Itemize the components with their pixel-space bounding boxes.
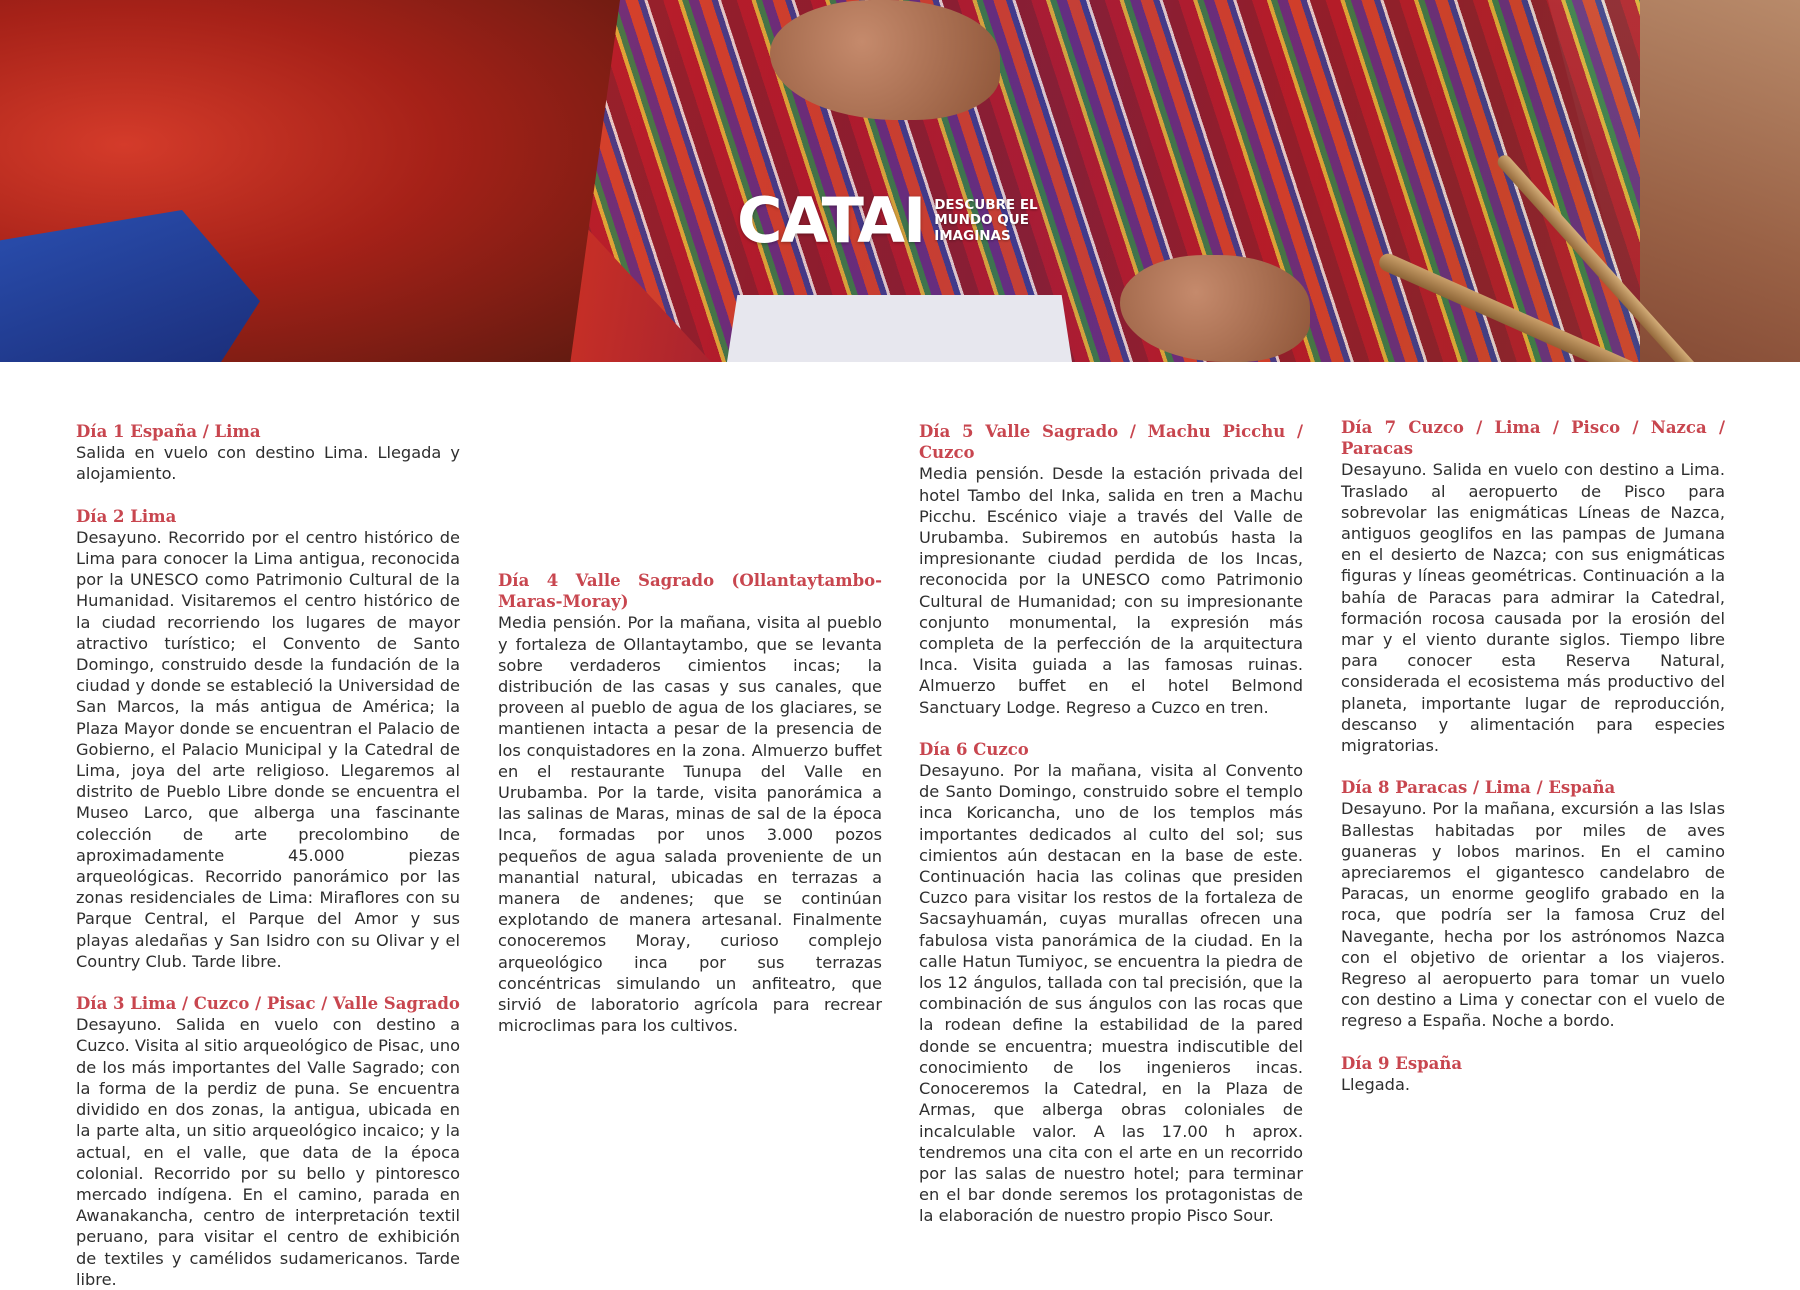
itinerary (76, 418, 1726, 1289)
text-column (1341, 417, 1725, 1095)
brand-tagline: DESCUBRE EL MUNDO QUE IMAGINAS (934, 196, 1038, 244)
text-column (76, 421, 460, 1290)
day-text: Desayuno. Recorrido por el centro histórico de Lima para conocer la Lima antigua, reconocida por la UNESCO como Patrimonio Cultural de la Humanidad. Visitaremos el centro histórico de la ciudad recorriendo los lugares de mayor atractivo turístico; el Convento de Santo Domingo, construido desde la fundación de la ciudad y donde se estableció la Universidad de San Marcos, la más antigua de América; la Plaza Mayor donde se encuentran el Palacio de Gobierno, el Palacio Municipal y la Catedral de Lima, joya del arte religioso. Llegaremos al distrito de Pueblo Libre donde se encuentra el Museo Larco, que alberga una fascinante colección de arte precolombino de aproximadamente 45.000 piezas arqueológicas. Recorrido panorámico por las zonas residenciales de Lima: Miraflores con su Parque Central, el Parque del Amor y sus playas aledañas y San Isidro con su Olivar y el Country Club. Tarde libre. (76, 527, 460, 971)
text-column (919, 421, 1303, 1227)
day-text: Media pensión. Por la mañana, visita al pueblo y fortaleza de Ollantaytambo, que se levanta sobre verdaderos cimientos incas; la distribución de las casas y sus canales, que proveen al pueblo de agua de los glaciares, se mantienen intacta a pesar de la presencia de los conquistadores en la zona. Almuerzo buffet en el restaurante Tunupa del Valle en Urubamba. Por la tarde, visita panorámica a las salinas de Maras, minas de sal de la época Inca, formadas por unos 3.000 pozos pequeños de agua salada proveniente de un manantial natural, ubicadas en terrazas a manera de andenes; que se continúan explotando de manera artesanal. Finalmente conoceremos Moray, curioso complejo arqueológico inca por sus terrazas concéntricas simulando un anfiteatro, que sirvió de laboratorio agrícola para recrear microclimas para los cultivos. (498, 613, 882, 1036)
text-column (498, 570, 882, 1036)
brand-logo[interactable] (737, 184, 1054, 257)
day-heading: Día 2 Lima (76, 506, 177, 526)
day-heading: Día 4 Valle Sagrado (Ollantaytambo-Maras-Moray) (498, 571, 882, 612)
brand-name: CATAI (737, 184, 925, 257)
header-tab (727, 295, 1072, 362)
hero-image (0, 0, 1800, 362)
day-text: Desayuno. Por la mañana, excursión a las Islas Ballestas habitadas por miles de aves guaneras y lobos marinos. En el camino apreciaremos el gigantesco candelabro de Paracas, un enorme geoglifo grabado en la roca, que podría ser la famosa Cruz del Navegante, hecha por los astrónomos Nazca con el objetivo de orientar a los viajeros. Regreso al aeropuerto para tomar un vuelo con destino a Lima y conectar con el vuelo de regreso a España. Noche a bordo. (1341, 799, 1725, 1031)
day-text: Desayuno. Salida en vuelo con destino a Lima. Traslado al aeropuerto de Pisco para sobrevolar las enigmáticas Líneas de Nazca, antiguos geoglifos en las pampas de Jumana en el desierto de Nazca; con sus enigmáticas figuras y líneas geométricas. Continuación a la bahía de Paracas para admirar la Catedral, formación rocosa causada por la erosión del mar y el viento durante siglos. Tiempo libre para conocer esta Reserva Natural, considerada el ecosistema más productivo del planeta, importante lugar de reproducción, descanso y alimentación para especies migratorias. (1341, 460, 1725, 756)
day-heading: Día 7 Cuzco / Lima / Pisco / Nazca / Paracas (1341, 418, 1725, 459)
day-text: Llegada. (1341, 1074, 1411, 1094)
day-text: Desayuno. Por la mañana, visita al Convento de Santo Domingo, construido sobre el templo inca Koricancha, uno de los templos más importantes dedicados al culto del sol; sus cimientos aún destacan en la base de este. Continuación hacia las colinas que presiden Cuzco para visitar los restos de la fortaleza de Sacsayhuamán, cuyas murallas ofrecen una fabulosa vista panorámica de la ciudad. En la calle Hatun Tumiyoc, se encuentra la piedra de los 12 ángulos, tallada con tal precisión, que la combinación de sus ángulos con las rocas que la rodean define la estabilidad de la pared donde se encuentra; muestra indiscutible del conocimiento de los ingenieros incas. Conoceremos la Catedral, en la Plaza de Armas, que alberga obras coloniales de incalculable valor. A las 17.00 h aprox. tendremos una cita con el arte en un recorrido por las salas de nuestro hotel; para terminar en el bar donde seremos los protagonistas de la elaboración de nuestro propio Pisco Sour. (919, 761, 1303, 1226)
day-text: Desayuno. Salida en vuelo con destino a Cuzco. Visita al sitio arqueológico de Pisac, uno de los más importantes del Valle Sagrado; con la forma de la perdiz de puna. Se encuentra dividido en dos zonas, la antigua, ubicada en la parte alta, un sitio arqueológico incaico; y la actual, en el valle, que data de la época colonial. Recorrido por su bello y pintoresco mercado indígena. En el camino, parada en Awanakancha, centro de interpretación textil peruano, para visitar el centro de exhibición de textiles y camélidos sudamericanos. Tarde libre. (76, 1015, 460, 1289)
day-text: Salida en vuelo con destino Lima. Llegada y alojamiento. (76, 443, 460, 484)
day-heading: Día 8 Paracas / Lima / España (1341, 778, 1616, 798)
day-heading: Día 1 España / Lima (76, 422, 261, 441)
day-text: Media pensión. Desde la estación privada del hotel Tambo del Inka, salida en tren a Machu Picchu. Escénico viaje a través del Valle de Urubamba. Subiremos en autobús hasta la impresionante ciudad perdida de los Incas, reconocida por la UNESCO como Patrimonio Cultural de Humanidad; con su impresionante conjunto monumental, la expresión más completa de la perfección de la arquitectura Inca. Visita guiada a las famosas ruinas. Almuerzo buffet en el hotel Belmond Sanctuary Lodge. Regreso a Cuzco en tren. (919, 464, 1303, 717)
day-heading: Día 9 España (1341, 1053, 1463, 1073)
day-heading: Día 3 Lima / Cuzco / Pisac / Valle Sagrado (76, 994, 460, 1014)
day-heading: Día 5 Valle Sagrado / Machu Picchu / Cuzco (919, 422, 1303, 463)
day-heading: Día 6 Cuzco (919, 739, 1029, 759)
